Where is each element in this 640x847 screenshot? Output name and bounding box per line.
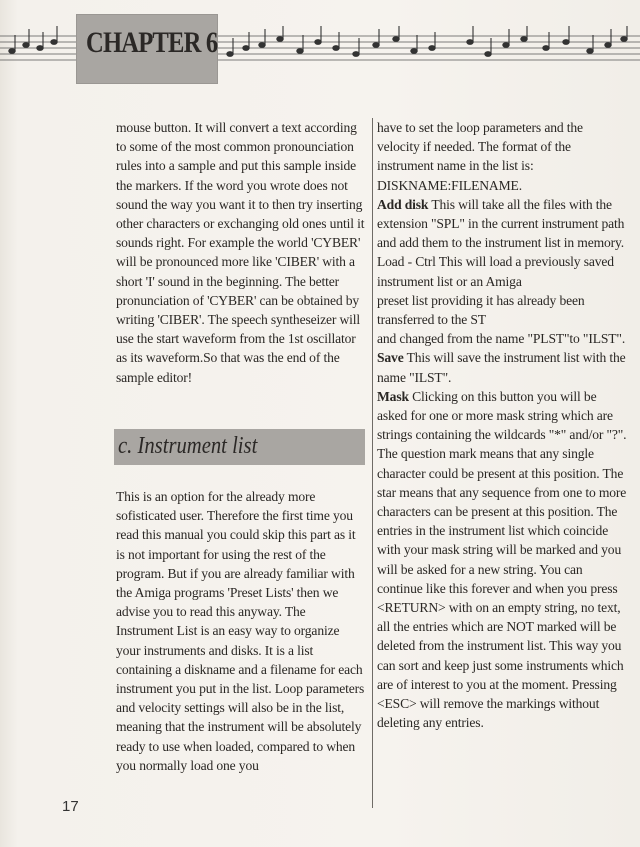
music-note-head xyxy=(243,46,249,51)
music-note-head xyxy=(621,37,627,42)
music-note-head xyxy=(37,46,43,51)
music-note-head xyxy=(23,43,29,48)
mask-description: Clicking on this button you will be asked for one or more mask string which are strings containing the wildcards "*" and/or "?". The question mark means that any single character could be present at this position. The star means that any sequence from one to more characters can be present at this position. The entries in the instrument list which coincide with your mask string will be marked and you will be asked for a new string. You can continue like this forever and when you press <RETURN> with on an empty string, no text, all the entries which are NOT marked will be deleted from the instrument list. This way you can sort and keep just some instruments which are of interest to you at the moment. Pressing <ESC> will remove the markings without deleting any entries. xyxy=(377,388,627,731)
music-note-head xyxy=(411,49,417,54)
music-note-head xyxy=(9,49,15,54)
paragraph-instrument-list-intro: This is an option for the already more sofisticated user. Therefore the first time you read this manual you could skip this part as it is not important for using the rest of the program. But if you are already familiar with the Amiga programs 'Preset Lists' then we advise you to read this anyway. The Instrument List is an easy way to organize your instruments and disks. It is a list containing a diskname and a filename for each instrument you put in the list. Loop parameters and velocity settings will also be in the list, meaning that the instrument will be absolutely ready to use when loaded, compared to when you normally load one you xyxy=(116,489,365,773)
music-note-head xyxy=(227,52,233,57)
right-column xyxy=(377,118,627,733)
add-disk-term: Add disk xyxy=(377,196,429,212)
paragraph-sample-editor-end: mouse button. It will convert a text according to some of the most common pronounciation rules into a sample and put this sample inside the markers. If the word you wrote does not sound the way you want it to then try inserting other characters or exchanging old ones until it sounds right. For example the world 'CYBER' will be pronounced more like 'CIBER' with a short 'I' sound in the beginning. The better pronunciation of 'CYBER' can be obtained by writing 'CIBER'. The speech syntheseizer will use the start waveform from the 1st oscillator as its waveform.So that was the end of the sample editor! xyxy=(116,120,365,385)
mask-entry xyxy=(377,387,627,733)
music-note-head xyxy=(393,37,399,42)
music-note-head xyxy=(333,46,339,51)
music-note-head xyxy=(605,43,611,48)
music-note-head xyxy=(51,40,57,45)
music-note-head xyxy=(429,46,435,51)
music-note-head xyxy=(467,40,473,45)
music-note-head xyxy=(587,49,593,54)
load-entry: Load - Ctrl This will load a previously saved instrument list or an Amiga xyxy=(377,254,614,289)
music-note-head xyxy=(277,37,283,42)
page-number: 17 xyxy=(62,798,79,815)
music-note-head xyxy=(353,52,359,57)
music-note-head xyxy=(485,52,491,57)
column-divider xyxy=(372,118,373,808)
save-term: Save xyxy=(377,350,404,366)
load-entry-line-3: and changed from the name "PLST"to "ILST". xyxy=(377,331,626,347)
music-note-head xyxy=(297,49,303,54)
music-note-head xyxy=(503,43,509,48)
left-column-lower xyxy=(116,487,366,775)
music-note-head xyxy=(521,37,527,42)
format-line: DISKNAME:FILENAME. xyxy=(377,177,522,193)
left-column xyxy=(116,118,366,387)
chapter-title: CHAPTER 6 xyxy=(86,26,218,59)
music-note-head xyxy=(373,43,379,48)
music-note-head xyxy=(315,40,321,45)
mask-term: Mask xyxy=(377,388,409,404)
section-title: c. Instrument list xyxy=(118,433,258,459)
save-entry xyxy=(377,348,627,386)
music-note-head xyxy=(543,46,549,51)
paragraph-loop-parameters: have to set the loop parameters and the velocity if needed. The format of the instrument name in the list is: xyxy=(377,120,583,174)
music-note-head xyxy=(259,43,265,48)
save-description: This will save the instrument list with the name "ILST". xyxy=(377,350,626,385)
add-disk-description: This will take all the files with the extension "SPL" in the current instrument path and add them to the instrument list in memory. xyxy=(377,196,625,251)
add-disk-entry xyxy=(377,195,627,253)
music-note-head xyxy=(563,40,569,45)
load-entry-line-2: preset list providing it has already been transferred to the ST xyxy=(377,292,585,328)
